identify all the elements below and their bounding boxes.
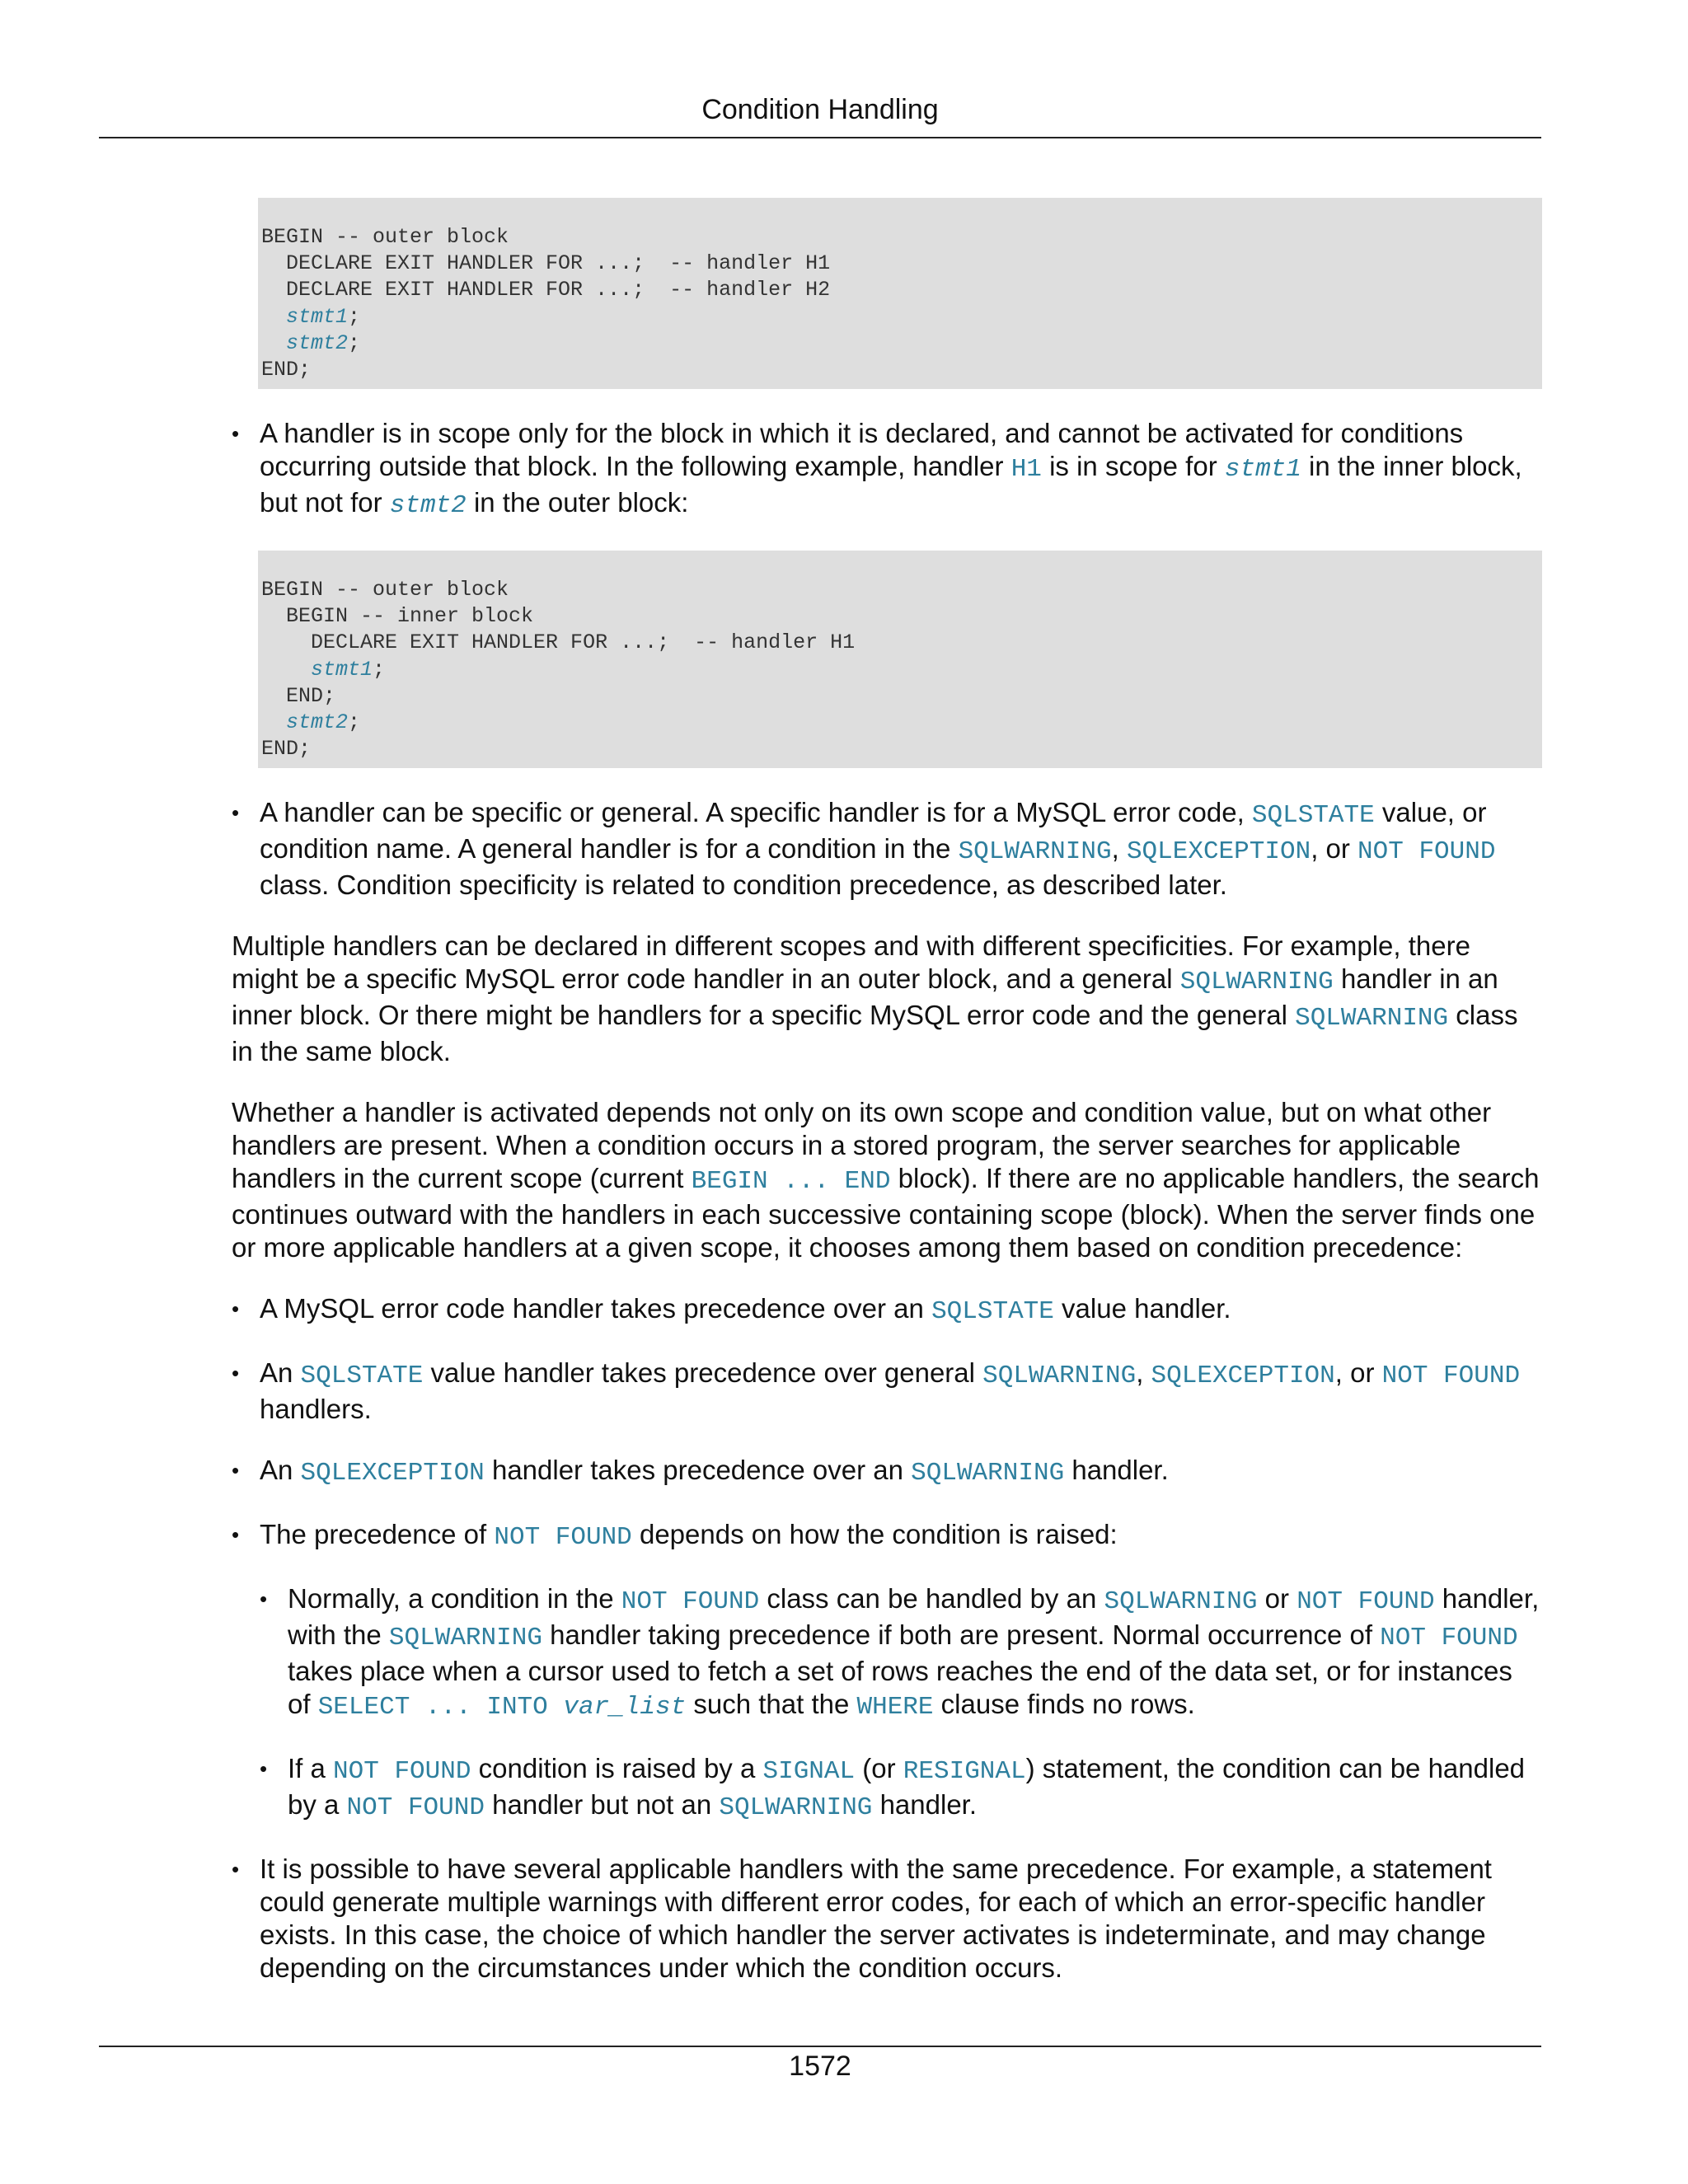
inline-code: NOT FOUND [1381, 1361, 1521, 1390]
inline-code: BEGIN ... END [691, 1167, 891, 1196]
specificity-bullets [232, 796, 1542, 902]
page-content [232, 198, 1542, 2013]
code-var: stmt2 [286, 710, 349, 735]
inline-code: stmt2 [389, 491, 467, 520]
list-item: • A handler is in scope only for the block in which it is declared, and cannot be activated for conditions occurring outside that block. In the following example, handler H1 is in scope for stmt1 in the inner block, but not for stmt2 in the outer block: [232, 417, 1542, 523]
code-line: DECLARE EXIT HANDLER FOR ...; -- handler H1 [261, 251, 831, 276]
page-number: 1572 [789, 2050, 851, 2082]
inline-code: NOT FOUND [494, 1523, 632, 1552]
inline-code: SQLWARNING [1295, 1004, 1449, 1033]
inline-code: NOT FOUND [1296, 1587, 1435, 1616]
code-line: DECLARE EXIT HANDLER FOR ...; -- handler H1 [261, 630, 856, 655]
inline-code: SQLEXCEPTION [300, 1459, 485, 1488]
header-rule [99, 137, 1541, 138]
inline-code: SQLSTATE [300, 1361, 424, 1390]
list-item: • An SQLEXCEPTION handler takes precedence over an SQLWARNING handler. [232, 1454, 1542, 1490]
code-line: DECLARE EXIT HANDLER FOR ...; -- handler H2 [261, 278, 831, 302]
inline-code: NOT FOUND [621, 1587, 760, 1616]
code-var: stmt2 [286, 330, 349, 355]
inline-code: NOT FOUND [1357, 837, 1496, 866]
code-block-inner-handler: BEGIN -- outer block BEGIN -- inner block DECLARE EXIT HANDLER FOR ...; -- handler H1 stmt1; END; stmt2; END; [258, 551, 1542, 768]
paragraph: Whether a handler is activated depends not only on its own scope and condition value, but on what other handlers are present. When a condition occurs in a stored program, the server searches for applicable handlers in the current scope (current BEGIN ... END block). If there are no applicable handlers, the search continues outward with the handlers in each successive containing scope (block). When the server finds one or more applicable handlers at a given scope, it chooses among them based on condition precedence: [232, 1097, 1540, 1263]
inline-code: SQLWARNING [911, 1459, 1065, 1488]
code-var: stmt1 [286, 304, 349, 329]
paragraph: Multiple handlers can be declared in different scopes and with different specificities. For example, there might be a specific MySQL error code handler in an outer block, and a general SQLWARNING handler in an inner block. Or there might be handlers for a specific MySQL error code and the general SQLWARNING class in the same block. [232, 930, 1518, 1066]
inline-code: stmt1 [1224, 455, 1301, 484]
inline-code: SQLEXCEPTION [1126, 837, 1311, 866]
code-line: BEGIN -- outer block [261, 225, 509, 249]
inline-code: NOT FOUND [346, 1793, 485, 1822]
inline-code: SQLWARNING [388, 1624, 542, 1652]
code-var: stmt1 [311, 657, 373, 682]
inline-code: H1 [1010, 455, 1042, 484]
inline-code: SQLSTATE [931, 1297, 1054, 1326]
footer-rule [99, 2046, 1541, 2047]
inline-code: SQLWARNING [1179, 968, 1334, 996]
inline-code: SQLWARNING [719, 1793, 873, 1822]
inline-code: SELECT ... INTO [317, 1693, 564, 1722]
inline-code: NOT FOUND [333, 1757, 471, 1786]
inline-code: SQLWARNING [1104, 1587, 1258, 1616]
code-block-outer-handlers: BEGIN -- outer block DECLARE EXIT HANDLER FOR ...; -- handler H1 DECLARE EXIT HANDLER FOR ...; -- handler H2 stmt1; stmt2; END; [258, 198, 1542, 389]
code-line: BEGIN -- outer block [261, 578, 509, 602]
inline-code: NOT FOUND [1380, 1624, 1518, 1652]
list-item: • An SQLSTATE value handler takes precedence over general SQLWARNING, SQLEXCEPTION, or NOT FOUND handlers. [232, 1357, 1542, 1426]
code-line: END; [261, 358, 312, 382]
code-line: END; [261, 737, 312, 762]
inline-code: RESIGNAL [903, 1757, 1026, 1786]
inline-code: SQLSTATE [1251, 801, 1375, 830]
list-item: • A handler can be specific or general. A specific handler is for a MySQL error code, SQLSTATE value, or condition name. A general handler is for a condition in the SQLWARNING, SQLEXCEPTION, or NOT FOUND class. Condition specificity is related to condition precedence, as described later. [232, 796, 1542, 902]
list-item: • The precedence of NOT FOUND depends on how the condition is raised: [232, 1518, 1542, 1554]
inline-code: SIGNAL [762, 1757, 856, 1786]
page-header-title: Condition Handling [701, 94, 939, 125]
code-line: BEGIN -- inner block [261, 604, 534, 629]
list-item: • If a NOT FOUND condition is raised by a SIGNAL (or RESIGNAL) statement, the condition can be handled by a NOT FOUND handler but not an SQLWARNING handler. [260, 1752, 1542, 1825]
precedence-bullets [232, 1292, 1542, 1985]
scope-bullets [232, 417, 1542, 523]
inline-code: WHERE [856, 1693, 934, 1722]
inline-code: SQLEXCEPTION [1151, 1361, 1335, 1390]
code-line: END; [261, 683, 336, 708]
list-item: • Normally, a condition in the NOT FOUND class can be handled by an SQLWARNING or NOT FOUND handler, with the SQLWARNING handler taking precedence if both are present. Normal occurrence of NOT FOUND takes place when a cursor used to fetch a set of rows reaches the end of the data set, or for instances of SELECT ... INTO var_list such that the WHERE clause finds no rows. [260, 1582, 1542, 1724]
list-item: • A MySQL error code handler takes precedence over an SQLSTATE value handler. [232, 1292, 1542, 1329]
inline-code: var_list [563, 1693, 687, 1722]
inline-code: SQLWARNING [958, 837, 1112, 866]
list-item: • It is possible to have several applicable handlers with the same precedence. For example, a statement could generate multiple warnings with different error codes, for each of which an error-specific handler exists. In this case, the choice of which handler the server activates is indeterminate, and may change depending on the circumstances under which the condition occurs. [232, 1853, 1542, 1985]
inline-code: SQLWARNING [982, 1361, 1137, 1390]
